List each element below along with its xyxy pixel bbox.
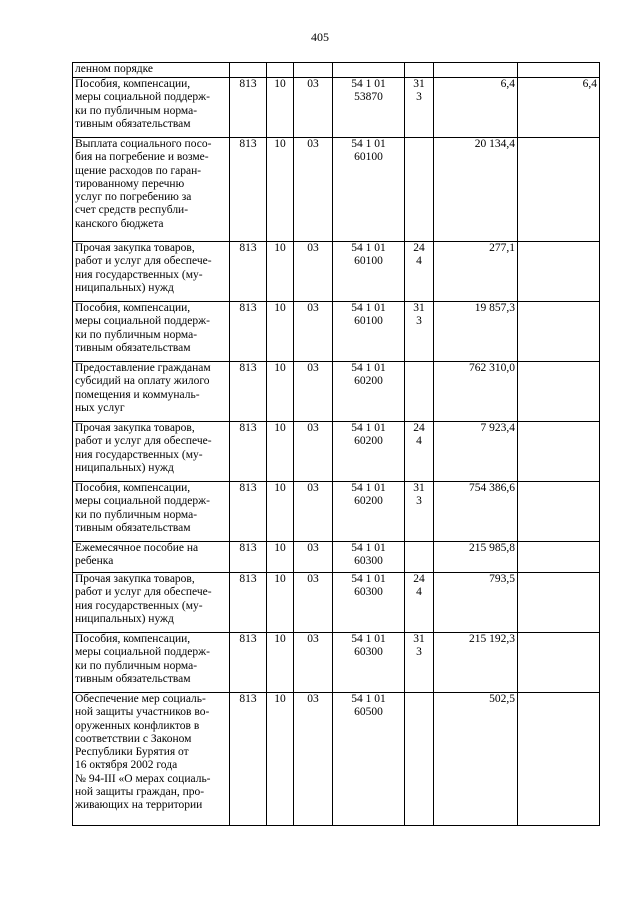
- row-target-article: 54 1 01 60200: [333, 422, 405, 482]
- row-name: Предоставление гражданам субсидий на оплату жилого помещения и коммуналь- ных услуг: [73, 362, 230, 422]
- row-amount-federal: [518, 362, 600, 422]
- budget-table: [72, 62, 600, 826]
- row-amount-federal: [518, 482, 600, 542]
- row-section: [267, 63, 294, 78]
- row-expense-type: 31 3: [405, 78, 434, 138]
- row-target-article: [333, 63, 405, 78]
- row-expense-type: [405, 63, 434, 78]
- row-section: 10: [267, 242, 294, 302]
- row-expense-type: 31 3: [405, 482, 434, 542]
- row-subsection: 03: [294, 78, 333, 138]
- row-name: Пособия, компенсации, меры социальной поддерж- ки по публичным норма- тивным обязательствам: [73, 302, 230, 362]
- row-amount-federal: [518, 302, 600, 362]
- row-subsection: 03: [294, 138, 333, 242]
- row-name: ленном порядке: [73, 63, 230, 78]
- row-section: 10: [267, 78, 294, 138]
- row-amount: 215 192,3: [434, 633, 518, 693]
- row-expense-type: [405, 138, 434, 242]
- row-name: Прочая закупка товаров, работ и услуг для обеспече- ния государственных (му- ниципальных) нужд: [73, 242, 230, 302]
- table-row: [73, 422, 600, 482]
- row-expense-type: 31 3: [405, 633, 434, 693]
- table-row: [73, 63, 600, 78]
- row-expense-type: 24 4: [405, 422, 434, 482]
- row-amount: 20 134,4: [434, 138, 518, 242]
- table-row: [73, 78, 600, 138]
- row-grbs: 813: [230, 693, 267, 826]
- row-grbs: 813: [230, 422, 267, 482]
- row-target-article: 54 1 01 60300: [333, 573, 405, 633]
- row-amount: 277,1: [434, 242, 518, 302]
- row-amount-federal: [518, 633, 600, 693]
- row-target-article: 54 1 01 60200: [333, 362, 405, 422]
- page-number: 405: [311, 30, 329, 44]
- row-section: 10: [267, 422, 294, 482]
- row-grbs: 813: [230, 482, 267, 542]
- row-amount-federal: [518, 138, 600, 242]
- row-amount-federal: [518, 63, 600, 78]
- row-expense-type: 31 3: [405, 302, 434, 362]
- row-subsection: 03: [294, 573, 333, 633]
- row-section: 10: [267, 573, 294, 633]
- row-amount-federal: [518, 693, 600, 826]
- row-subsection: 03: [294, 693, 333, 826]
- row-grbs: 813: [230, 242, 267, 302]
- row-section: 10: [267, 302, 294, 362]
- row-target-article: 54 1 01 60100: [333, 302, 405, 362]
- row-expense-type: [405, 693, 434, 826]
- row-amount: 793,5: [434, 573, 518, 633]
- row-section: 10: [267, 482, 294, 542]
- row-target-article: 54 1 01 60300: [333, 633, 405, 693]
- row-amount-federal: [518, 422, 600, 482]
- table-row: [73, 693, 600, 826]
- row-amount: 754 386,6: [434, 482, 518, 542]
- row-expense-type: 24 4: [405, 242, 434, 302]
- row-target-article: 54 1 01 60100: [333, 138, 405, 242]
- row-name: Пособия, компенсации, меры социальной поддерж- ки по публичным норма- тивным обязательствам: [73, 482, 230, 542]
- row-subsection: 03: [294, 242, 333, 302]
- row-section: 10: [267, 138, 294, 242]
- row-amount: 762 310,0: [434, 362, 518, 422]
- row-expense-type: 24 4: [405, 573, 434, 633]
- row-amount-federal: 6,4: [518, 78, 600, 138]
- row-amount: 215 985,8: [434, 542, 518, 573]
- row-subsection: 03: [294, 302, 333, 362]
- row-expense-type: [405, 542, 434, 573]
- row-grbs: 813: [230, 138, 267, 242]
- row-grbs: [230, 63, 267, 78]
- row-grbs: 813: [230, 78, 267, 138]
- row-grbs: 813: [230, 302, 267, 362]
- row-target-article: 54 1 01 60300: [333, 542, 405, 573]
- row-subsection: 03: [294, 542, 333, 573]
- row-section: 10: [267, 362, 294, 422]
- row-name: Ежемесячное пособие на ребенка: [73, 542, 230, 573]
- row-name: Обеспечение мер социаль- ной защиты участников во- оруженных конфликтов в соответствии с Законом Республики Бурятия от 16 октября 2002 года № 94-III «О мерах социаль- ной защиты граждан, про- живающих на территории: [73, 693, 230, 826]
- row-grbs: 813: [230, 542, 267, 573]
- row-subsection: 03: [294, 422, 333, 482]
- row-name: Прочая закупка товаров, работ и услуг для обеспече- ния государственных (му- ниципальных) нужд: [73, 573, 230, 633]
- row-subsection: 03: [294, 482, 333, 542]
- table-row: [73, 302, 600, 362]
- row-name: Пособия, компенсации, меры социальной поддерж- ки по публичным норма- тивным обязательствам: [73, 633, 230, 693]
- row-target-article: 54 1 01 60200: [333, 482, 405, 542]
- row-target-article: 54 1 01 53870: [333, 78, 405, 138]
- row-amount-federal: [518, 242, 600, 302]
- row-amount: 502,5: [434, 693, 518, 826]
- row-amount: 6,4: [434, 78, 518, 138]
- row-amount-federal: [518, 542, 600, 573]
- row-section: 10: [267, 633, 294, 693]
- table-row: [73, 542, 600, 573]
- row-amount-federal: [518, 573, 600, 633]
- row-name: Прочая закупка товаров, работ и услуг для обеспече- ния государственных (му- ниципальных) нужд: [73, 422, 230, 482]
- row-subsection: 03: [294, 633, 333, 693]
- row-grbs: 813: [230, 573, 267, 633]
- table-row: [73, 633, 600, 693]
- table-row: [73, 482, 600, 542]
- row-subsection: 03: [294, 362, 333, 422]
- row-expense-type: [405, 362, 434, 422]
- row-subsection: [294, 63, 333, 78]
- row-section: 10: [267, 542, 294, 573]
- row-target-article: 54 1 01 60100: [333, 242, 405, 302]
- row-name: Выплата социального посо- бия на погребение и возме- щение расходов по гаран- тированному перечню услуг по погребению за счет средств республи- канского бюджета: [73, 138, 230, 242]
- row-grbs: 813: [230, 362, 267, 422]
- row-amount: 19 857,3: [434, 302, 518, 362]
- table-row: [73, 362, 600, 422]
- table-row: [73, 242, 600, 302]
- table-row: [73, 573, 600, 633]
- row-grbs: 813: [230, 633, 267, 693]
- row-amount: 7 923,4: [434, 422, 518, 482]
- row-target-article: 54 1 01 60500: [333, 693, 405, 826]
- table-row: [73, 138, 600, 242]
- row-name: Пособия, компенсации, меры социальной поддерж- ки по публичным норма- тивным обязательствам: [73, 78, 230, 138]
- row-section: 10: [267, 693, 294, 826]
- row-amount: [434, 63, 518, 78]
